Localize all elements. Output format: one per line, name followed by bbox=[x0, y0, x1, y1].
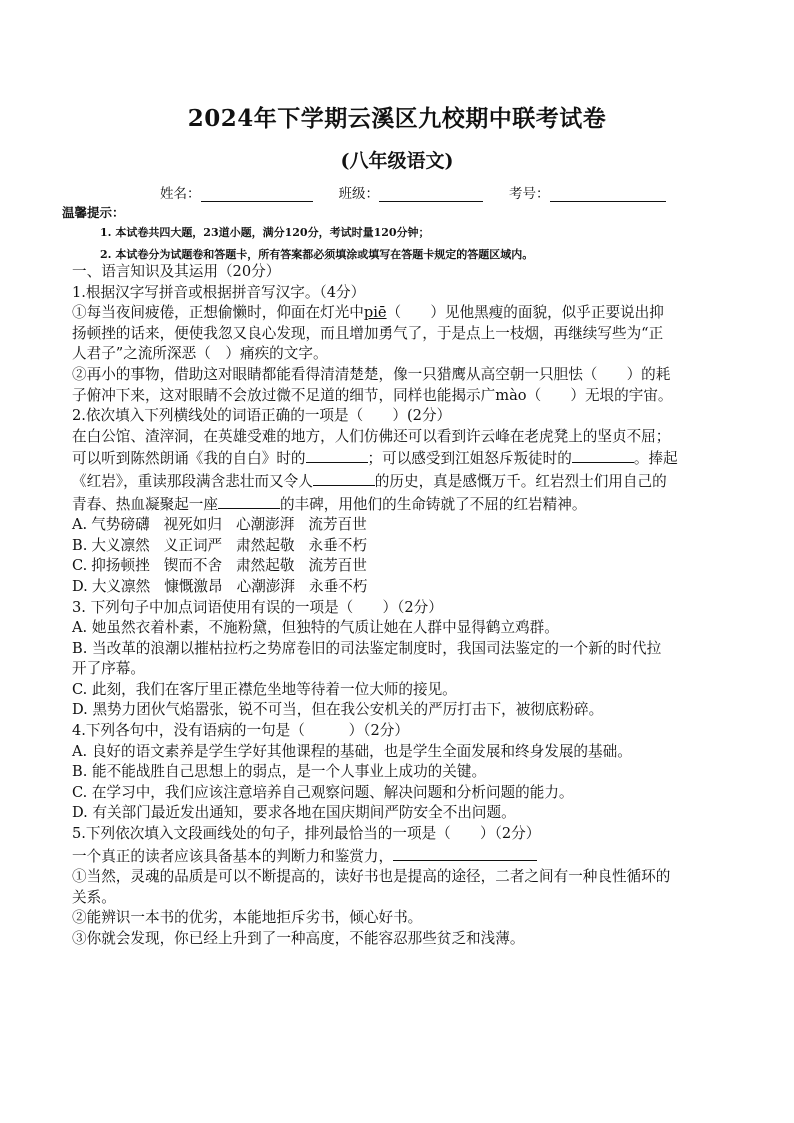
option-word: 肃然起敬 bbox=[236, 536, 295, 554]
option-word: 心潮澎湃 bbox=[235, 516, 295, 534]
question-4-stem: 4.下列各句中，没有语病的一句是（ ）（2分） bbox=[72, 722, 409, 740]
option-word: 义正词严 bbox=[163, 536, 223, 554]
question-5-lead bbox=[72, 845, 727, 868]
option-word: 永垂不朽 bbox=[308, 536, 367, 554]
option-word: 流芳百世 bbox=[308, 557, 367, 575]
fill-blank[interactable] bbox=[393, 845, 537, 861]
tips-heading: 温馨提示： bbox=[62, 205, 125, 220]
question-1-stem: 1.根据汉字写拼音或根据拼音写汉字。（4分） bbox=[72, 283, 366, 301]
question-5-sentence-2: ②能辨识一本书的优劣，本能地拒斥劣书，倾心好书。 bbox=[72, 909, 423, 927]
question-4-option-b[interactable]: B. 能不能战胜自己思想上的弱点，是一个人事业上成功的关键。 bbox=[72, 763, 487, 781]
question-2-stem: 2.依次填入下列横线处的词语正确的一项是（ ）(2分） bbox=[72, 407, 452, 425]
pinyin: piē bbox=[363, 304, 387, 322]
class-label: 班级： bbox=[338, 186, 379, 202]
option-label: B. bbox=[72, 536, 88, 554]
option-label: D. bbox=[72, 577, 88, 595]
question-5-sentence-1-cont: 关系。 bbox=[72, 888, 116, 906]
option-word: 流芳百世 bbox=[308, 516, 367, 534]
pinyin: mào bbox=[495, 386, 527, 404]
number-label: 考号： bbox=[509, 186, 550, 202]
question-2-option-d[interactable] bbox=[72, 577, 727, 598]
text-segment: 一个真正的读者应该具备基本的判断力和鉴赏力， bbox=[72, 847, 394, 865]
text-segment: （ ）无垠的宇宙。 bbox=[526, 386, 673, 404]
option-word: 永垂不朽 bbox=[309, 577, 368, 595]
fill-blank[interactable] bbox=[572, 447, 634, 463]
question-2-line: 在白公馆、渣滓洞，在英雄受难的地方，人们仿佛还可以看到许云峰在老虎凳上的坚贞不屈； bbox=[72, 427, 671, 445]
fill-blank[interactable] bbox=[306, 447, 368, 463]
section-heading: 一、语言知识及其运用（20分） bbox=[72, 263, 281, 280]
text-segment: ①每当夜间疲倦，正想偷懒时，仰面在灯光中 bbox=[72, 304, 364, 322]
question-3-stem: 3. 下列句子中加点词语使用有误的一项是（ ）（2分） bbox=[72, 598, 443, 616]
question-5-sentence-1: ①当然，灵魂的品质是可以不断提高的，读好书也是提高的途径，二者之间有一种良性循环的 bbox=[72, 868, 671, 886]
question-1-line: 人君子”之流所深恶（ ）痛疾的文字。 bbox=[72, 345, 328, 363]
option-word: 抑扬顿挫 bbox=[91, 557, 150, 575]
number-blank[interactable] bbox=[550, 187, 666, 202]
option-word: 心潮澎湃 bbox=[236, 577, 295, 595]
option-word: 视死如归 bbox=[163, 516, 222, 534]
question-3-option-c[interactable]: C. 此刻，我们在客厅里正襟危坐地等待着一位大师的接见。 bbox=[72, 680, 457, 698]
text-segment: 《红岩》，重读那段满含悲壮而又令人 bbox=[72, 472, 313, 490]
option-label: C. bbox=[72, 557, 88, 575]
text-segment: 可以听到陈然朗诵《我的自白》时的 bbox=[72, 450, 306, 468]
option-word: 肃然起敬 bbox=[236, 557, 295, 575]
option-word: 慷慨激昂 bbox=[164, 577, 223, 595]
fill-blank[interactable] bbox=[313, 470, 375, 486]
question-4-option-d[interactable]: D. 有关部门最近发出通知，要求各地在国庆期间严防安全不出问题。 bbox=[72, 804, 516, 822]
question-5-sentence-3: ③你就会发现，你已经上升到了一种高度，不能容忍那些贫乏和浅薄。 bbox=[72, 930, 525, 947]
question-2-line bbox=[72, 470, 727, 493]
question-1-line bbox=[72, 386, 727, 407]
text-segment: 青春、热血凝聚起一座 bbox=[72, 495, 218, 513]
question-2-option-a[interactable] bbox=[72, 515, 727, 536]
question-3-option-d[interactable]: D. 黑势力团伙气焰嚣张，锐不可当，但在我公安机关的严厉打击下，被彻底粉碎。 bbox=[72, 701, 604, 719]
question-3-option-b[interactable]: B. 当改革的浪潮以摧枯拉朽之势席卷旧的司法鉴定制度时，我国司法鉴定的一个新的时代拉 bbox=[72, 639, 662, 657]
text-segment: 子俯冲下来，这对眼睛不会放过微不足道的细节，同样也能揭示广 bbox=[72, 386, 496, 404]
question-2-option-c[interactable] bbox=[72, 556, 727, 577]
option-label: A. bbox=[72, 516, 88, 534]
option-word: 气势磅礴 bbox=[91, 516, 150, 534]
question-1-line bbox=[72, 303, 727, 324]
fill-blank[interactable] bbox=[218, 493, 280, 509]
question-2-line bbox=[72, 447, 727, 470]
text-segment: 的历史，真是感慨万千。红岩烈士们用自己的 bbox=[374, 472, 667, 490]
text-segment: （ ）见他黑瘦的面貌，似乎正要说出抑 bbox=[386, 304, 664, 322]
tip-item: 1. 本试卷共四大题，23道小题，满分120分，考试时量120分钟； bbox=[100, 226, 430, 239]
name-blank[interactable] bbox=[201, 187, 313, 202]
question-2-line bbox=[72, 493, 727, 516]
student-info-row bbox=[160, 182, 680, 202]
exam-body bbox=[72, 262, 727, 950]
text-segment: ；可以感受到江姐怒斥叛徒时的 bbox=[367, 450, 572, 468]
text-segment: 的丰碑，用他们的生命铸就了不屈的红岩精神。 bbox=[279, 495, 587, 513]
text-segment: 。捧起 bbox=[633, 450, 678, 468]
question-2-option-b[interactable] bbox=[72, 536, 727, 557]
class-blank[interactable] bbox=[379, 187, 483, 202]
option-word: 大义凛然 bbox=[91, 536, 150, 554]
question-3-option-b-cont: 开了序幕。 bbox=[72, 660, 145, 678]
question-3-option-a[interactable]: A. 她虽然衣着朴素，不施粉黛，但独特的气质让她在人群中显得鹤立鸡群。 bbox=[72, 619, 559, 637]
question-1-line: 扬顿挫的话来，便使我忽又良心发现，而且增加勇气了，于是点上一枝烟，再继续写些为“正 bbox=[72, 324, 664, 342]
name-label: 姓名： bbox=[160, 186, 201, 202]
option-word: 锲而不舍 bbox=[163, 557, 223, 575]
exam-title: 2024年下学期云溪区九校期中联考试卷 bbox=[187, 105, 607, 132]
option-word: 大义凛然 bbox=[91, 577, 151, 595]
exam-subtitle: (八年级语文) bbox=[340, 150, 454, 172]
question-4-option-c[interactable]: C. 在学习中，我们应该注意培养自己观察问题、解决问题和分析问题的能力。 bbox=[72, 783, 574, 801]
question-4-option-a[interactable]: A. 良好的语文素养是学生学好其他课程的基础，也是学生全面发展和终身发展的基础。 bbox=[72, 742, 632, 760]
tip-item: 2. 本试卷分为试题卷和答题卡，所有答案都必须填涂或填写在答题卡规定的答题区域内。 bbox=[100, 248, 534, 261]
question-5-stem: 5.下列依次填入文段画线处的句子，排列最恰当的一项是（ ）（2分） bbox=[72, 825, 541, 843]
question-1-line: ②再小的事物，借助这对眼睛都能看得清清楚楚，像一只猎鹰从高空朝一只胆怯（ ）的耗 bbox=[72, 365, 671, 383]
